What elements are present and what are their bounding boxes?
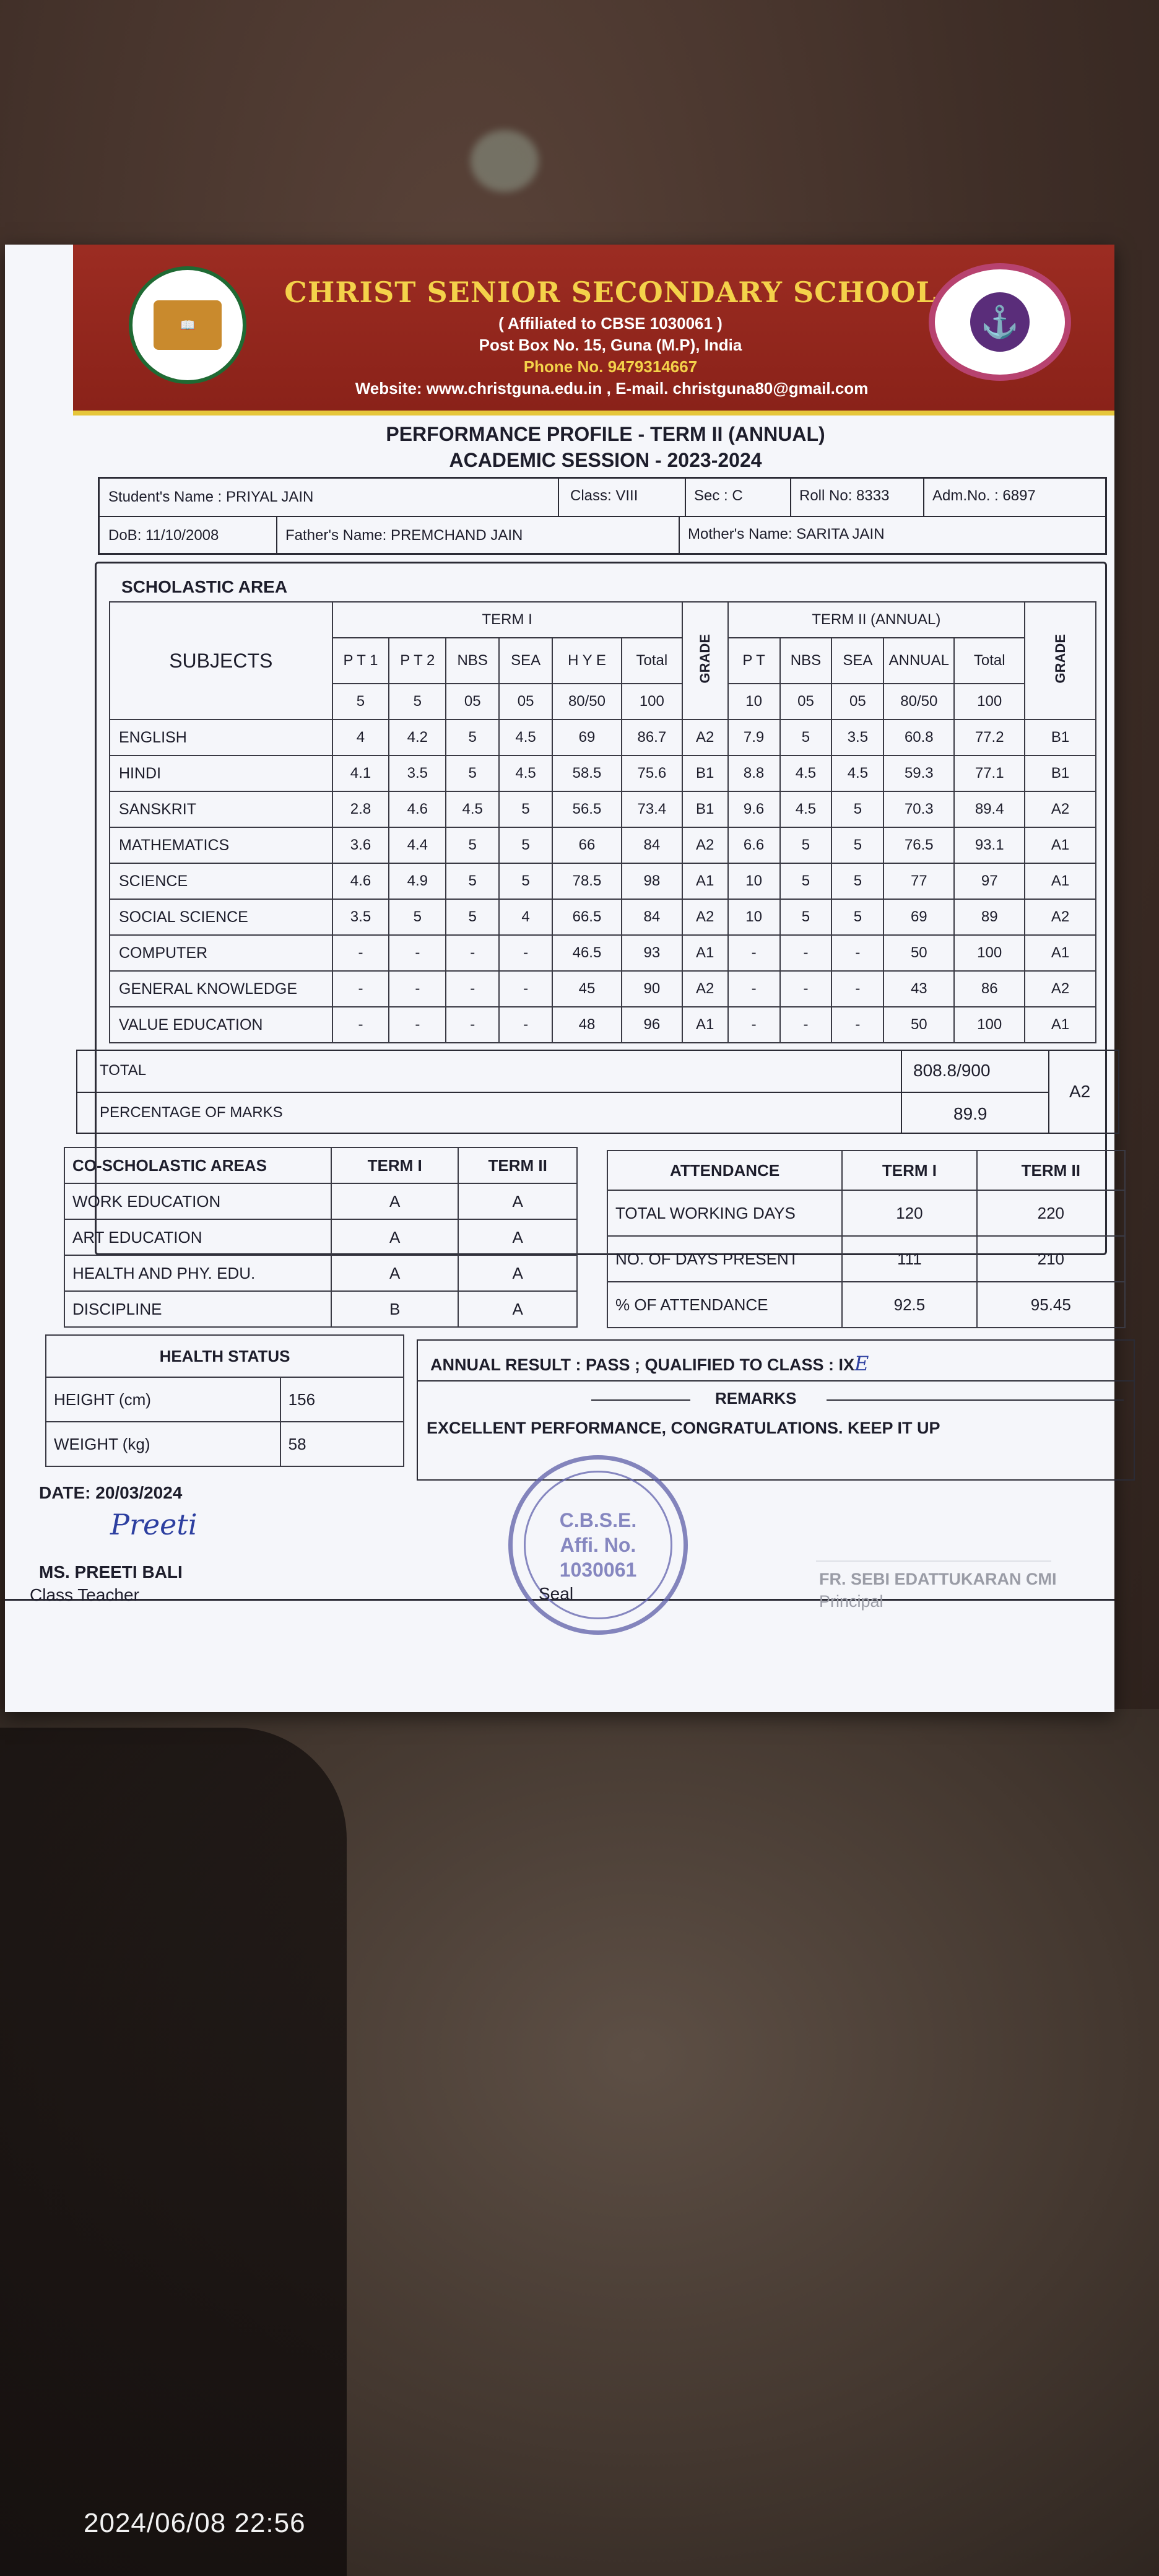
- term2-mark: 9.6: [728, 791, 780, 827]
- term1-mark: 5: [446, 755, 499, 791]
- col-header: SEA: [499, 638, 552, 684]
- term1-mark: 93: [622, 935, 682, 971]
- coscholastic-term1-grade: A: [331, 1219, 459, 1255]
- term1-mark: 75.6: [622, 755, 682, 791]
- attendance-term1: TERM I: [842, 1151, 976, 1190]
- col-header: NBS: [446, 638, 499, 684]
- term1-mark: 78.5: [552, 863, 622, 899]
- school-name: CHRIST SENIOR SECONDARY SCHOOL: [284, 276, 937, 309]
- attendance-label: % OF ATTENDANCE: [607, 1282, 842, 1328]
- term2-mark: 86: [954, 971, 1025, 1007]
- term1-mark: 5: [499, 827, 552, 863]
- coscholastic-term1: TERM I: [331, 1147, 459, 1183]
- term1-mark: 4.5: [446, 791, 499, 827]
- report-date: DATE: 20/03/2024: [39, 1483, 183, 1502]
- max-mark: 5: [332, 684, 389, 720]
- percent-label: PERCENTAGE OF MARKS: [100, 1104, 283, 1121]
- term1-mark: 58.5: [552, 755, 622, 791]
- term2-mark: 89: [954, 899, 1025, 935]
- term2-mark: -: [780, 1007, 832, 1043]
- mother-name: Mother's Name: SARITA JAIN: [688, 526, 885, 542]
- scholastic-heading: SCHOLASTIC AREA: [121, 577, 288, 596]
- term1-mark: 84: [622, 899, 682, 935]
- term2-grade: B1: [1025, 755, 1096, 791]
- coscholastic-area: DISCIPLINE: [64, 1291, 331, 1327]
- attendance-term1-value: 92.5: [842, 1282, 976, 1328]
- attendance-term2-value: 210: [977, 1236, 1125, 1282]
- floor-stain: [471, 130, 539, 192]
- weight-value: 58: [280, 1422, 404, 1466]
- term2-grade: A1: [1025, 863, 1096, 899]
- col-header: P T 1: [332, 638, 389, 684]
- term2-mark: 8.8: [728, 755, 780, 791]
- term2-mark: 77: [883, 863, 954, 899]
- attendance-term2: TERM II: [977, 1151, 1125, 1190]
- coscholastic-term1-grade: A: [331, 1183, 459, 1219]
- term2-mark: -: [831, 1007, 883, 1043]
- grade-header-term2: GRADE: [1052, 633, 1068, 684]
- term1-mark: -: [446, 935, 499, 971]
- term2-mark: 10: [728, 899, 780, 935]
- term2-mark: 100: [954, 935, 1025, 971]
- annual-result-text: ANNUAL RESULT : PASS ; QUALIFIED TO CLASS : IX: [430, 1355, 855, 1374]
- term1-mark: 5: [499, 791, 552, 827]
- principal-signature: [816, 1511, 1051, 1562]
- subject-row: [110, 863, 1096, 899]
- student-roll: Roll No: 8333: [799, 487, 890, 504]
- term2-mark: 5: [831, 791, 883, 827]
- subject-row: [110, 899, 1096, 935]
- term1-mark: 4.4: [389, 827, 446, 863]
- subject-name: HINDI: [110, 755, 332, 791]
- term2-grade: A2: [1025, 971, 1096, 1007]
- term2-mark: 6.6: [728, 827, 780, 863]
- term1-mark: 84: [622, 827, 682, 863]
- coscholastic-term2-grade: A: [458, 1183, 577, 1219]
- term1-mark: 4.2: [389, 720, 446, 755]
- student-class: Class: VIII: [570, 487, 638, 504]
- term1-mark: -: [389, 971, 446, 1007]
- term2-mark: 50: [883, 1007, 954, 1043]
- overall-grade: A2: [1069, 1082, 1091, 1101]
- term2-mark: 5: [831, 899, 883, 935]
- term1-mark: -: [332, 935, 389, 971]
- col-header: ANNUAL: [883, 638, 954, 684]
- subject-row: [110, 1007, 1096, 1043]
- cbse-stamp: [508, 1455, 688, 1635]
- seal-label: Seal: [539, 1584, 574, 1603]
- attendance-term1-value: 111: [842, 1236, 976, 1282]
- term1-grade: A2: [682, 971, 728, 1007]
- term2-mark: 4.5: [831, 755, 883, 791]
- col-header: P T: [728, 638, 780, 684]
- coscholastic-term2-grade: A: [458, 1255, 577, 1291]
- attendance-term2-value: 95.45: [977, 1282, 1125, 1328]
- col-header: P T 2: [389, 638, 446, 684]
- emblem-icon: ⚓: [970, 292, 1030, 352]
- grade-header-term1: GRADE: [697, 633, 713, 684]
- col-header: H Y E: [552, 638, 622, 684]
- term2-mark: -: [831, 935, 883, 971]
- term1-mark: 4.6: [332, 863, 389, 899]
- term2-mark: 5: [780, 827, 832, 863]
- term1-mark: 66: [552, 827, 622, 863]
- term1-mark: 69: [552, 720, 622, 755]
- shadow: [0, 1728, 347, 2576]
- term2-mark: 69: [883, 899, 954, 935]
- max-mark: 05: [780, 684, 832, 720]
- attendance-label: NO. OF DAYS PRESENT: [607, 1236, 842, 1282]
- total-value: 808.8/900: [913, 1061, 991, 1080]
- weight-label: WEIGHT (kg): [46, 1422, 280, 1466]
- coscholastic-area: WORK EDUCATION: [64, 1183, 331, 1219]
- term2-mark: -: [728, 971, 780, 1007]
- school-phone: Phone No. 9479314667: [523, 357, 698, 376]
- term1-mark: 73.4: [622, 791, 682, 827]
- max-mark: 05: [831, 684, 883, 720]
- health-heading: HEALTH STATUS: [46, 1335, 404, 1377]
- subject-name: SANSKRIT: [110, 791, 332, 827]
- coscholastic-term2-grade: A: [458, 1291, 577, 1327]
- subject-name: ENGLISH: [110, 720, 332, 755]
- height-label: HEIGHT (cm): [46, 1377, 280, 1422]
- term2-grade: A1: [1025, 935, 1096, 971]
- term1-mark: 46.5: [552, 935, 622, 971]
- term1-mark: 4: [332, 720, 389, 755]
- term2-mark: 10: [728, 863, 780, 899]
- principal-name: FR. SEBI EDATTUKARAN CMI: [819, 1570, 1057, 1588]
- subject-name: GENERAL KNOWLEDGE: [110, 971, 332, 1007]
- coscholastic-row: [64, 1183, 577, 1219]
- term2-mark: 4.5: [780, 791, 832, 827]
- term1-mark: 4.1: [332, 755, 389, 791]
- marks-table: [109, 601, 1096, 1043]
- term1-mark: 5: [446, 863, 499, 899]
- total-label: TOTAL: [100, 1062, 147, 1079]
- coscholastic-term1-grade: B: [331, 1291, 459, 1327]
- stamp-text: C.B.S.E. Affi. No. 1030061: [559, 1509, 637, 1581]
- term2-mark: 100: [954, 1007, 1025, 1043]
- term1-mark: -: [499, 1007, 552, 1043]
- term1-mark: 45: [552, 971, 622, 1007]
- term2-mark: 5: [831, 827, 883, 863]
- student-dob: DoB: 11/10/2008: [108, 527, 219, 544]
- term2-mark: 5: [780, 899, 832, 935]
- term2-mark: 76.5: [883, 827, 954, 863]
- term2-mark: 93.1: [954, 827, 1025, 863]
- term2-mark: 4.5: [780, 755, 832, 791]
- term1-mark: 5: [446, 827, 499, 863]
- coscholastic-heading: CO-SCHOLASTIC AREAS: [64, 1147, 331, 1183]
- term1-mark: 3.5: [332, 899, 389, 935]
- report-title: PERFORMANCE PROFILE - TERM II (ANNUAL): [386, 423, 825, 445]
- term2-grade: B1: [1025, 720, 1096, 755]
- subject-name: VALUE EDUCATION: [110, 1007, 332, 1043]
- attendance-heading: ATTENDANCE: [607, 1151, 842, 1190]
- teacher-role: Class Teacher: [30, 1585, 139, 1604]
- term1-grade: A2: [682, 899, 728, 935]
- term2-mark: 5: [831, 863, 883, 899]
- term1-mark: -: [332, 971, 389, 1007]
- term2-mark: -: [780, 935, 832, 971]
- term1-mark: -: [446, 971, 499, 1007]
- max-mark: 05: [499, 684, 552, 720]
- term1-mark: 86.7: [622, 720, 682, 755]
- term1-grade: A1: [682, 1007, 728, 1043]
- coscholastic-area: ART EDUCATION: [64, 1219, 331, 1255]
- term2-mark: -: [831, 971, 883, 1007]
- subject-row: [110, 827, 1096, 863]
- col-header: Total: [954, 638, 1025, 684]
- max-mark: 80/50: [552, 684, 622, 720]
- max-mark: 10: [728, 684, 780, 720]
- subjects-header: SUBJECTS: [110, 602, 332, 720]
- school-affiliation: ( Affiliated to CBSE 1030061 ): [498, 314, 723, 333]
- term2-mark: 89.4: [954, 791, 1025, 827]
- term2-header: TERM II (ANNUAL): [728, 602, 1025, 638]
- height-value: 156: [280, 1377, 404, 1422]
- subject-name: SCIENCE: [110, 863, 332, 899]
- term2-mark: 50: [883, 935, 954, 971]
- term1-mark: 5: [446, 899, 499, 935]
- term1-mark: -: [332, 1007, 389, 1043]
- session-title: ACADEMIC SESSION - 2023-2024: [449, 449, 762, 471]
- remarks-label: REMARKS: [715, 1389, 797, 1408]
- term2-mark: 70.3: [883, 791, 954, 827]
- subject-name: SOCIAL SCIENCE: [110, 899, 332, 935]
- term2-grade: A2: [1025, 899, 1096, 935]
- term2-mark: 3.5: [831, 720, 883, 755]
- max-mark: 100: [954, 684, 1025, 720]
- school-address: Post Box No. 15, Guna (M.P), India: [479, 336, 742, 354]
- term1-mark: -: [499, 971, 552, 1007]
- col-header: SEA: [831, 638, 883, 684]
- attendance-row: [607, 1190, 1125, 1236]
- term1-mark: 4: [499, 899, 552, 935]
- term1-mark: 4.6: [389, 791, 446, 827]
- handwritten-section: E: [854, 1352, 869, 1375]
- teacher-signature: Preeti: [110, 1508, 198, 1541]
- term2-grade: A2: [1025, 791, 1096, 827]
- student-info-box: [98, 477, 1107, 555]
- teacher-name: MS. PREETI BALI: [39, 1562, 183, 1582]
- term1-mark: -: [499, 935, 552, 971]
- subject-row: [110, 720, 1096, 755]
- term1-mark: 4.5: [499, 755, 552, 791]
- student-name: Student's Name : PRIYAL JAIN: [108, 489, 314, 505]
- term1-mark: -: [389, 1007, 446, 1043]
- term2-mark: -: [728, 935, 780, 971]
- term1-mark: 4.5: [499, 720, 552, 755]
- term1-mark: 3.5: [389, 755, 446, 791]
- subject-row: [110, 935, 1096, 971]
- term1-mark: -: [446, 1007, 499, 1043]
- max-mark: 80/50: [883, 684, 954, 720]
- school-web: Website: www.christguna.edu.in , E-mail. christguna80@gmail.com: [355, 379, 869, 398]
- subject-row: [110, 755, 1096, 791]
- term1-mark: 5: [499, 863, 552, 899]
- percent-value: 89.9: [953, 1104, 988, 1123]
- term1-mark: 2.8: [332, 791, 389, 827]
- term2-mark: 7.9: [728, 720, 780, 755]
- cbse-logo: [129, 266, 246, 384]
- term1-mark: 5: [446, 720, 499, 755]
- term2-mark: 77.1: [954, 755, 1025, 791]
- term2-mark: -: [728, 1007, 780, 1043]
- father-name: Father's Name: PREMCHAND JAIN: [285, 527, 523, 544]
- attendance-label: TOTAL WORKING DAYS: [607, 1190, 842, 1236]
- term1-mark: 66.5: [552, 899, 622, 935]
- school-header: [73, 245, 1114, 416]
- term2-mark: 5: [780, 863, 832, 899]
- max-mark: 05: [446, 684, 499, 720]
- student-adm: Adm.No. : 6897: [932, 487, 1036, 504]
- subject-name: MATHEMATICS: [110, 827, 332, 863]
- book-icon: 📖: [154, 300, 222, 350]
- attendance-term1-value: 120: [842, 1190, 976, 1236]
- term1-grade: B1: [682, 791, 728, 827]
- term2-mark: 97: [954, 863, 1025, 899]
- remarks-text: EXCELLENT PERFORMANCE, CONGRATULATIONS. KEEP IT UP: [427, 1419, 940, 1437]
- term2-grade: A1: [1025, 827, 1096, 863]
- coscholastic-area: HEALTH AND PHY. EDU.: [64, 1255, 331, 1291]
- student-section: Sec : C: [694, 487, 743, 504]
- term1-header: TERM I: [332, 602, 682, 638]
- coscholastic-term1-grade: A: [331, 1255, 459, 1291]
- coscholastic-term2-grade: A: [458, 1219, 577, 1255]
- term1-mark: 3.6: [332, 827, 389, 863]
- term1-grade: A1: [682, 935, 728, 971]
- subject-name: COMPUTER: [110, 935, 332, 971]
- photo-timestamp: 2024/06/08 22:56: [84, 2508, 306, 2538]
- christ-school-logo: [929, 263, 1071, 381]
- term1-mark: 56.5: [552, 791, 622, 827]
- coscholastic-term2: TERM II: [458, 1147, 577, 1183]
- term2-mark: 77.2: [954, 720, 1025, 755]
- subject-row: [110, 971, 1096, 1007]
- term2-mark: 59.3: [883, 755, 954, 791]
- term1-mark: 96: [622, 1007, 682, 1043]
- term1-mark: 90: [622, 971, 682, 1007]
- term1-mark: 4.9: [389, 863, 446, 899]
- term1-grade: B1: [682, 755, 728, 791]
- term1-grade: A2: [682, 827, 728, 863]
- term1-grade: A2: [682, 720, 728, 755]
- attendance-term2-value: 220: [977, 1190, 1125, 1236]
- col-header: Total: [622, 638, 682, 684]
- report-card: [5, 245, 1114, 1712]
- term2-mark: 60.8: [883, 720, 954, 755]
- term1-mark: 48: [552, 1007, 622, 1043]
- max-mark: 5: [389, 684, 446, 720]
- term2-grade: A1: [1025, 1007, 1096, 1043]
- term1-grade: A1: [682, 863, 728, 899]
- term1-mark: 98: [622, 863, 682, 899]
- term2-mark: 5: [780, 720, 832, 755]
- term1-mark: 5: [389, 899, 446, 935]
- term2-mark: 43: [883, 971, 954, 1007]
- term1-mark: -: [389, 935, 446, 971]
- subject-row: [110, 791, 1096, 827]
- totals-box: [76, 1050, 1119, 1134]
- col-header: NBS: [780, 638, 832, 684]
- principal-role: Principal: [819, 1592, 883, 1611]
- max-mark: 100: [622, 684, 682, 720]
- term2-mark: -: [780, 971, 832, 1007]
